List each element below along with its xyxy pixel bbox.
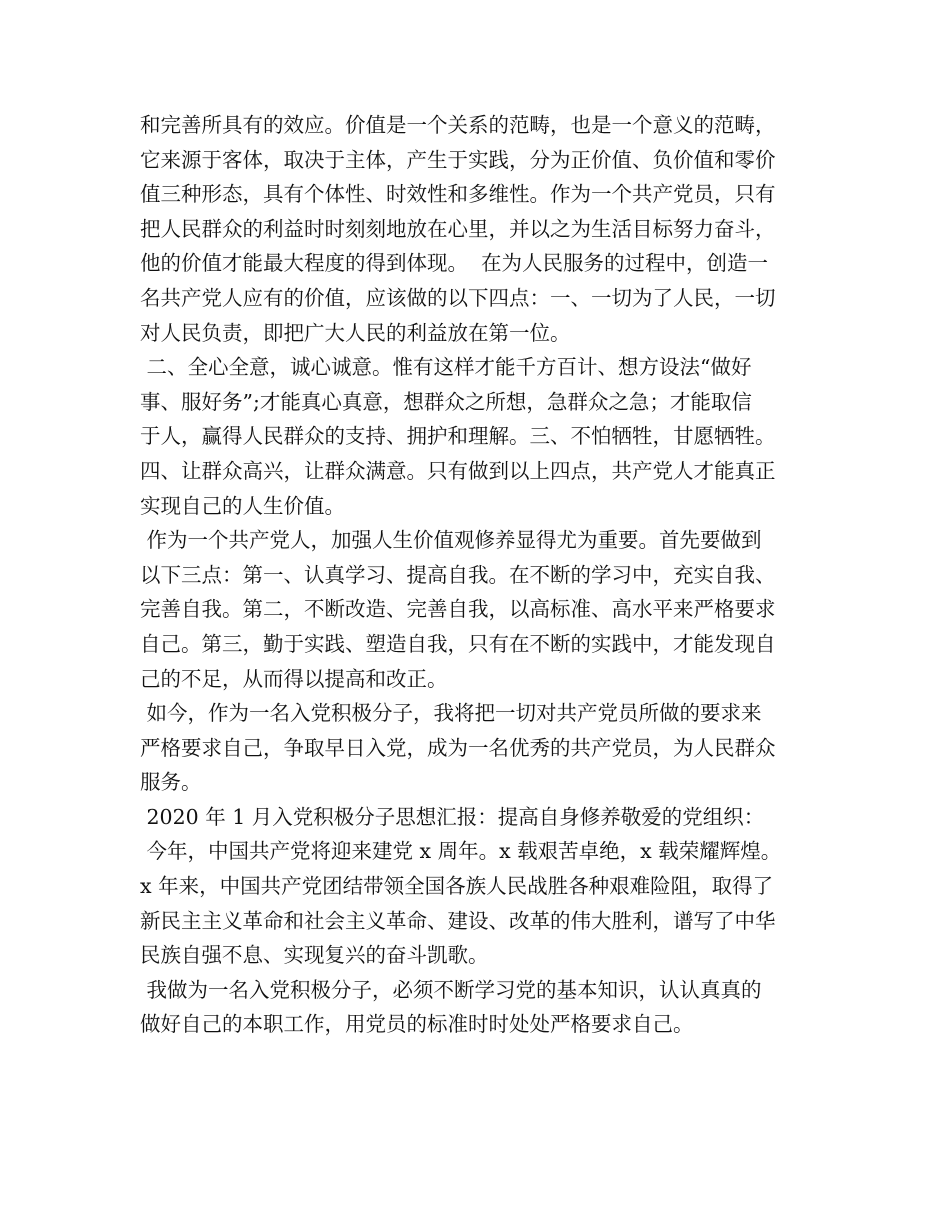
text-line: 严格要求自己，争取早日入党，成为一名优秀的共产党员，为人民群众 (140, 735, 776, 760)
text-line: 如今，作为一名入党积极分子，我将把一切对共产党员所做的要求来 (140, 701, 762, 726)
text-line: 事、服好务”;才能真心真意，想群众之所想，急群众之急；才能取信 (140, 389, 752, 414)
text-line: 新民主主义革命和社会主义革命、建设、改革的伟大胜利，谱写了中华 (140, 908, 776, 933)
text-line: 2020 年 1 月入党积极分子思想汇报：提高自身修养敬爱的党组织： (140, 804, 765, 829)
text-line: 做好自己的本职工作，用党员的标准时时处处严格要求自己。 (140, 1012, 694, 1037)
text-line: 它来源于客体，取决于主体，产生于实践，分为正价值、负价值和零价 (140, 147, 776, 172)
text-line: 和完善所具有的效应。价值是一个关系的范畴，也是一个意义的范畴， (140, 113, 776, 137)
text-line: x 年来，中国共产党团结带领全国各族人民战胜各种艰难险阻，取得了 (140, 874, 774, 899)
text-line: 民族自强不息、实现复兴的奋斗凯歌。 (140, 943, 489, 968)
text-line: 二、全心全意，诚心诚意。惟有这样才能千方百计、想方设法“做好 (140, 355, 752, 380)
text-line: 我做为一名入党积极分子，必须不断学习党的基本知识，认认真真的 (140, 977, 762, 1002)
text-line: 自己。第三，勤于实践、塑造自我，只有在不断的实践中，才能发现自 (140, 631, 776, 656)
text-line: 把人民群众的利益时时刻刻地放在心里，并以之为生活目标努力奋斗， (140, 216, 776, 241)
text-line: 四、让群众高兴，让群众满意。只有做到以上四点，共产党人才能真正 (140, 458, 776, 483)
text-line: 以下三点：第一、认真学习、提高自我。在不断的学习中，充实自我、 (140, 562, 776, 587)
text-line: 服务。 (140, 770, 202, 795)
document-body (140, 108, 840, 1042)
text-line: 名共产党人应有的价值，应该做的以下四点：一、一切为了人民，一切 (140, 285, 776, 310)
text-line: 他的价值才能最大程度的得到体现。 在为人民服务的过程中，创造一 (140, 251, 769, 276)
text-line: 作为一个共产党人，加强人生价值观修养显得尤为重要。首先要做到 (140, 528, 762, 553)
text-line: 今年，中国共产党将迎来建党 x 周年。x 载艰苦卓绝，x 载荣耀辉煌。 (140, 839, 782, 864)
text-line: 对人民负责，即把广大人民的利益放在第一位。 (140, 320, 571, 345)
text-line: 实现自己的人生价值。 (140, 493, 345, 518)
text-line: 值三种形态，具有个体性、时效性和多维性。作为一个共产党员，只有 (140, 182, 776, 207)
text-line: 完善自我。第二，不断改造、完善自我，以高标准、高水平来严格要求 (140, 597, 776, 622)
text-line: 于人，赢得人民群众的支持、拥护和理解。三、不怕牺牲，甘愿牺牲。 (140, 424, 776, 449)
text-line: 己的不足，从而得以提高和改正。 (140, 666, 448, 691)
